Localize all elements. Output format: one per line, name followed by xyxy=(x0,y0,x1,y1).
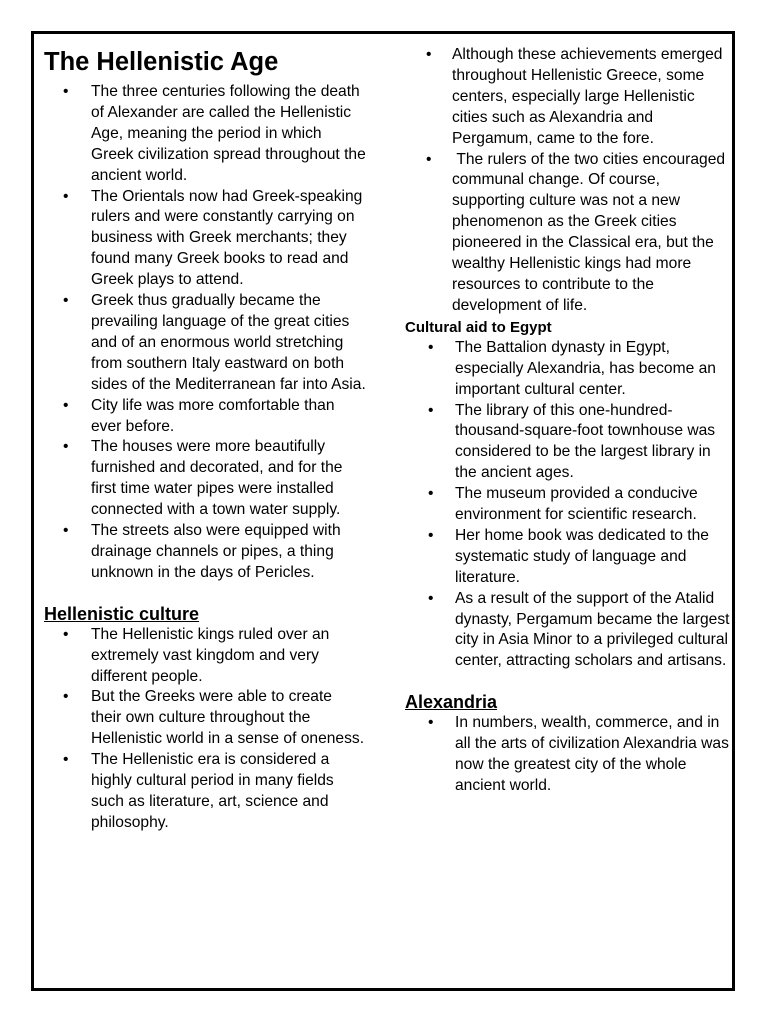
bullet-icon: • xyxy=(428,526,434,544)
list-item: • The three centuries following the death of Alexander are called the Hellenistic Age, meaning the period in which Greek civilization spread throughout the ancient world. xyxy=(63,83,366,184)
list-item: • The Battalion dynasty in Egypt, especially Alexandria, has become an important cultural center. xyxy=(428,338,716,398)
page-title: The Hellenistic Age xyxy=(44,48,279,76)
bullet-icon: • xyxy=(428,485,434,503)
bullet-icon: • xyxy=(63,292,69,310)
bullet-icon: • xyxy=(428,401,434,419)
egypt-list xyxy=(405,338,731,673)
bullet-icon: • xyxy=(428,338,434,356)
list-item: • As a result of the support of the Atalid dynasty, Pergamum became the largest city in Asia Minor to a privileged cultural center, attracting scholars and artisans. xyxy=(428,589,730,670)
list-item: • The rulers of the two cities encouraged communal change. Of course, supporting culture was not a new phenomenon as the Greek cities pioneered in the Classical era, but the wealthy Hellenistic kings had more resources to contribute to the development of life. xyxy=(426,150,730,314)
list-item: • In numbers, wealth, commerce, and in all the arts of civilization Alexandria was now the greatest city of the whole ancient world. xyxy=(428,714,729,794)
section-heading-alexandria: Alexandria xyxy=(405,692,498,713)
list-item: • But the Greeks were able to create their own culture throughout the Hellenistic world in a sense of oneness. xyxy=(63,688,365,748)
bullet-icon: • xyxy=(63,187,69,205)
list-item: • The houses were more beautifully furnished and decorated, and for the first time water pipes were installed connected with a town water supply. xyxy=(63,438,343,519)
alexandria-list xyxy=(405,713,731,797)
section-heading-hellenistic-culture: Hellenistic culture xyxy=(44,603,200,624)
intro-list xyxy=(44,82,366,584)
bullet-icon: • xyxy=(426,150,432,168)
culture-list xyxy=(44,625,366,834)
list-item: • Greek thus gradually became the prevailing language of the great cities and of an enormous world stretching from southern Italy eastward on both sides of the Mediterranean far into Asia. xyxy=(63,292,366,393)
right-column xyxy=(405,45,731,797)
list-item: • The Hellenistic era is considered a highly cultural period in many fields such as literature, art, science and philosophy. xyxy=(63,751,334,831)
list-item: • Her home book was dedicated to the systematic study of language and literature. xyxy=(428,526,709,586)
bullet-icon: • xyxy=(428,714,434,732)
bullet-icon: • xyxy=(426,46,432,63)
bullet-icon: • xyxy=(63,751,69,769)
section-heading-cultural-aid-egypt: Cultural aid to Egypt xyxy=(405,318,552,336)
list-item: • The streets also were equipped with drainage channels or pipes, a thing unknown in the days of Pericles. xyxy=(63,522,341,581)
list-item: • The Orientals now had Greek-speaking rulers and were constantly carrying on business with Greek merchants; they found many Greek books to read and Greek plays to attend. xyxy=(63,187,363,289)
bullet-icon: • xyxy=(63,688,69,706)
bullet-icon: • xyxy=(63,83,69,100)
bullet-icon: • xyxy=(63,522,69,540)
list-item: • City life was more comfortable than ever before. xyxy=(63,396,335,435)
list-item: • Although these achievements emerged throughout Hellenistic Greece, some centers, especially large Hellenistic cities such as Alexandria and Pergamum, came to the fore. xyxy=(426,46,723,147)
bullet-icon: • xyxy=(63,625,69,643)
left-column xyxy=(44,45,366,834)
list-item: • The Hellenistic kings ruled over an extremely vast kingdom and very different people. xyxy=(63,625,330,685)
centers-list xyxy=(405,45,731,317)
list-item: • The library of this one-hundred-thousand-square-foot townhouse was considered to be the largest library in the ancient ages. xyxy=(428,401,716,482)
bullet-icon: • xyxy=(63,438,69,456)
bullet-icon: • xyxy=(428,589,434,607)
list-item: • The museum provided a conducive environment for scientific research. xyxy=(428,485,698,524)
bullet-icon: • xyxy=(63,396,69,414)
